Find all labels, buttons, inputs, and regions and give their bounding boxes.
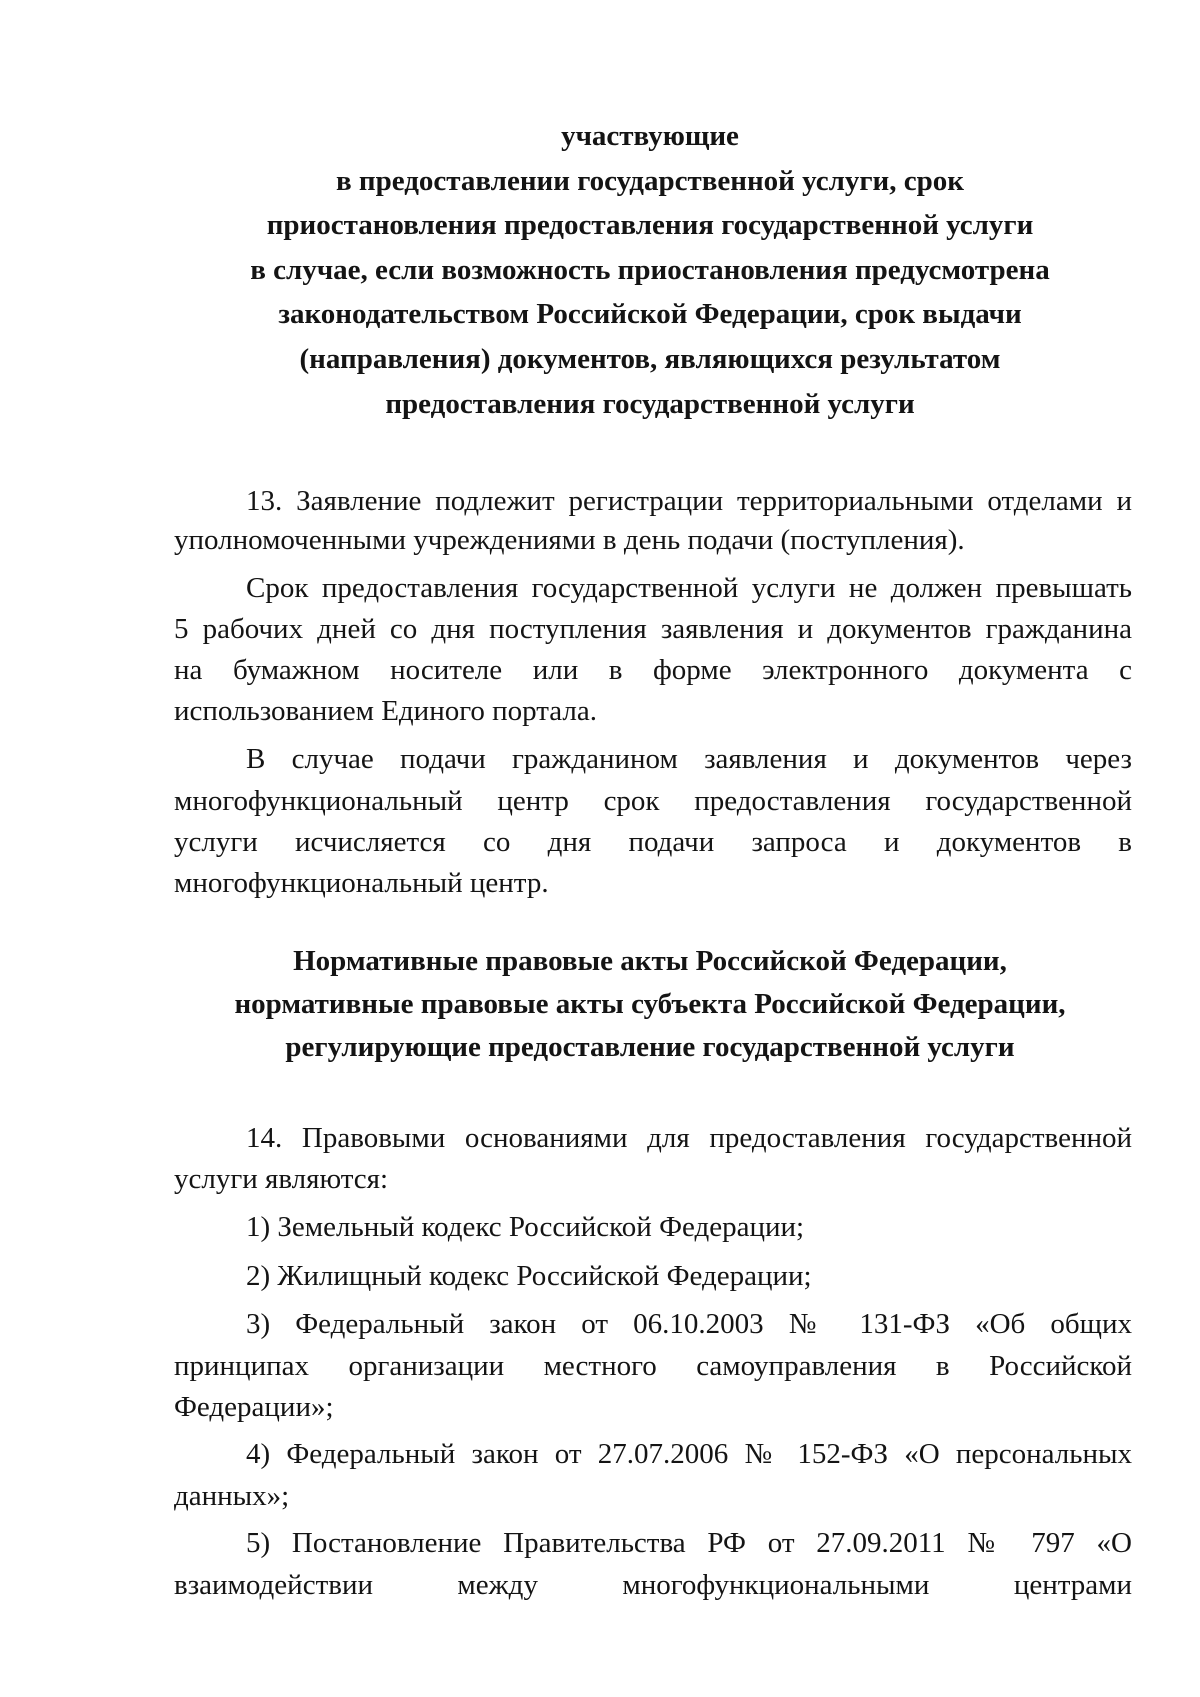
paragraph-line: взаимодействии между многофункциональными центрами <box>174 1569 1132 1601</box>
heading-line: регулирующие предоставление государственной услуги <box>285 1031 1015 1063</box>
heading-line: в случае, если возможность приостановления предусмотрена <box>250 253 1050 286</box>
heading-line: (направления) документов, являющихся результатом <box>299 342 1001 375</box>
paragraph-line: уполномоченными учреждениями в день подачи (поступления). <box>174 524 965 556</box>
paragraph-line: на бумажном носителе или в форме электронного документа с <box>174 654 1132 686</box>
heading-line: в предоставлении государственной услуги, срок <box>336 164 964 197</box>
heading-line: приостановления предоставления государственной услуги <box>266 209 1034 242</box>
section-heading-legal-acts <box>170 940 1130 1069</box>
paragraph-line: 5 рабочих дней со дня поступления заявления и документов гражданина <box>174 613 1132 645</box>
paragraph-line: В случае подачи гражданином заявления и документов через <box>246 743 1132 775</box>
heading-line: Нормативные правовые акты Российской Федерации, <box>293 945 1007 977</box>
heading-line: участвующие <box>561 120 739 152</box>
paragraph-line: Федерации»; <box>174 1391 334 1423</box>
heading-line: предоставления государственной услуги <box>385 387 915 420</box>
paragraph-line: услуги исчисляется со дня подачи запроса и документов в <box>174 826 1132 858</box>
list-item: 5) Постановление Правительства РФ от 27.09.2011 № 797 «О <box>246 1527 1132 1559</box>
list-item: 4) Федеральный закон от 27.07.2006 № 152-ФЗ «О персональных <box>246 1438 1132 1470</box>
heading-line: нормативные правовые акты субъекта Российской Федерации, <box>234 988 1066 1020</box>
paragraph-line: услуги являются: <box>174 1163 389 1195</box>
heading-line: законодательством Российской Федерации, срок выдачи <box>278 298 1022 331</box>
paragraph-line: многофункциональный центр срок предоставления государственной <box>174 785 1132 817</box>
paragraph-line: 14. Правовыми основаниями для предоставления государственной <box>246 1122 1132 1154</box>
section-heading-timeframes <box>170 114 1130 426</box>
list-item: 3) Федеральный закон от 06.10.2003 № 131-ФЗ «Об общих <box>246 1308 1132 1340</box>
paragraph-line: данных»; <box>174 1480 290 1512</box>
paragraph-line: Срок предоставления государственной услуги не должен превышать <box>246 572 1132 604</box>
paragraph-line: принципах организации местного самоуправления в Российской <box>174 1350 1132 1382</box>
list-item: 2) Жилищный кодекс Российской Федерации; <box>246 1260 812 1292</box>
list-item: 1) Земельный кодекс Российской Федерации; <box>246 1211 805 1243</box>
paragraph-line: 13. Заявление подлежит регистрации территориальными отделами и <box>246 485 1132 517</box>
paragraph-line: многофункциональный центр. <box>174 867 549 899</box>
paragraph-line: использованием Единого портала. <box>174 695 598 727</box>
